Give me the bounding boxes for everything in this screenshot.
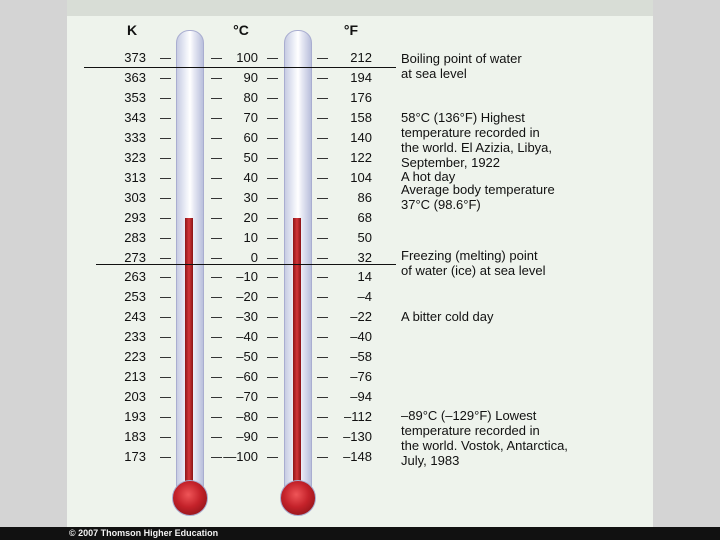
note-line: at sea level <box>401 66 467 81</box>
scale-tick <box>317 198 328 199</box>
fahrenheit-value: –4 <box>357 289 372 305</box>
fahrenheit-thermometer-fluid <box>293 218 301 490</box>
fahrenheit-value: 50 <box>357 229 372 245</box>
kelvin-value: 343 <box>124 109 146 125</box>
scale-tick <box>160 238 171 239</box>
scale-tick <box>317 457 328 458</box>
scale-tick <box>160 317 171 318</box>
kelvin-value: 373 <box>124 50 146 65</box>
scale-tick <box>267 138 278 139</box>
kelvin-value: 173 <box>124 449 146 464</box>
celsius-value: –70 <box>236 389 258 405</box>
note-bitter-cold-day <box>401 309 494 324</box>
note-line: –89°C (–129°F) Lowest <box>401 408 537 423</box>
fahrenheit-value: 194 <box>350 69 372 85</box>
scale-tick <box>267 437 278 438</box>
celsius-value: –40 <box>236 329 258 345</box>
kelvin-value: 323 <box>124 149 146 165</box>
fahrenheit-value: 86 <box>357 189 372 205</box>
fahrenheit-value: –94 <box>350 389 372 405</box>
scale-tick <box>317 238 328 239</box>
scale-tick <box>317 317 328 318</box>
scale-tick <box>160 437 171 438</box>
note-line: temperature recorded in <box>401 423 540 438</box>
kelvin-value: 223 <box>124 349 146 365</box>
scale-tick <box>267 357 278 358</box>
fahrenheit-value: 158 <box>350 109 372 125</box>
scale-tick <box>160 58 171 59</box>
scale-tick <box>317 277 328 278</box>
note-highest-temperature <box>401 110 552 170</box>
fahrenheit-thermometer-bulb <box>280 480 316 516</box>
scale-tick <box>267 118 278 119</box>
celsius-value: 90 <box>243 69 258 85</box>
kelvin-value: 273 <box>124 249 146 265</box>
fahrenheit-value: 140 <box>350 129 372 145</box>
fahrenheit-value: –148 <box>343 449 372 464</box>
boiling-point-line <box>84 67 396 68</box>
celsius-value: –30 <box>236 309 258 325</box>
scale-tick <box>160 118 171 119</box>
scale-tick <box>317 357 328 358</box>
panel-top-strip <box>67 0 653 16</box>
scale-tick <box>267 417 278 418</box>
celsius-value: 10 <box>243 229 258 245</box>
scale-tick <box>317 377 328 378</box>
fahrenheit-value: –112 <box>344 409 372 425</box>
left-frame <box>0 0 67 540</box>
celsius-value: –50 <box>236 349 258 365</box>
scale-tick <box>267 238 278 239</box>
celsius-value: 40 <box>243 169 258 185</box>
scale-tick <box>267 457 278 458</box>
scale-tick <box>317 118 328 119</box>
note-line: 58°C (136°F) Highest <box>401 110 525 125</box>
copyright-text: © 2007 Thomson Higher Education <box>69 528 219 538</box>
scale-tick <box>160 337 171 338</box>
scale-tick <box>160 297 171 298</box>
scale-tick <box>317 98 328 99</box>
scale-tick <box>160 78 171 79</box>
scale-tick <box>160 158 171 159</box>
kelvin-value: 233 <box>124 329 146 345</box>
scale-tick <box>267 218 278 219</box>
scale-tick <box>267 98 278 99</box>
kelvin-value: 253 <box>124 289 146 305</box>
kelvin-value: 263 <box>124 269 146 285</box>
celsius-value: 30 <box>243 189 258 205</box>
celsius-header: °C <box>233 22 249 38</box>
scale-tick <box>160 417 171 418</box>
fahrenheit-value: 104 <box>350 169 372 185</box>
freezing-point-line <box>96 264 396 265</box>
scale-tick <box>267 78 278 79</box>
note-line: of water (ice) at sea level <box>401 263 546 278</box>
note-freezing-point <box>401 248 546 278</box>
scale-tick <box>317 437 328 438</box>
scale-tick <box>317 337 328 338</box>
kelvin-value: 303 <box>124 189 146 205</box>
note-line: the world. Vostok, Antarctica, <box>401 438 568 453</box>
scale-tick <box>267 178 278 179</box>
scale-tick <box>267 317 278 318</box>
scale-tick <box>160 258 171 259</box>
fahrenheit-header: °F <box>343 22 359 38</box>
scale-tick <box>317 297 328 298</box>
scale-tick <box>267 297 278 298</box>
celsius-value: –90 <box>236 429 258 445</box>
celsius-value: –60 <box>236 369 258 385</box>
scale-tick <box>267 377 278 378</box>
note-line: July, 1983 <box>401 453 460 468</box>
scale-tick <box>317 397 328 398</box>
fahrenheit-value: 14 <box>357 269 372 285</box>
celsius-value: –80 <box>236 409 258 425</box>
celsius-value: 0 <box>250 249 258 265</box>
fahrenheit-value: 68 <box>357 209 372 225</box>
fahrenheit-value: 176 <box>350 89 372 105</box>
note-line: Boiling point of water <box>401 51 522 66</box>
celsius-value: –10 <box>236 269 258 285</box>
fahrenheit-value: 212 <box>350 50 372 65</box>
kelvin-value: 333 <box>124 129 146 145</box>
scale-tick <box>267 58 278 59</box>
note-line: A bitter cold day <box>401 309 494 324</box>
note-line: temperature recorded in <box>401 125 540 140</box>
scale-tick <box>160 218 171 219</box>
scale-tick <box>317 178 328 179</box>
scale-tick <box>317 58 328 59</box>
celsius-thermometer-bulb <box>172 480 208 516</box>
kelvin-value: 243 <box>124 309 146 325</box>
celsius-value: 80 <box>243 89 258 105</box>
note-lowest-temperature <box>401 408 568 468</box>
scale-tick <box>317 138 328 139</box>
right-frame <box>653 0 720 540</box>
note-line: 37°C (98.6°F) <box>401 197 481 212</box>
kelvin-value: 193 <box>124 409 146 425</box>
note-line: A hot day <box>401 169 456 184</box>
scale-tick <box>267 258 278 259</box>
scale-tick <box>317 258 328 259</box>
celsius-value: —100 <box>223 449 258 464</box>
note-boiling-point <box>401 51 522 81</box>
fahrenheit-value: –40 <box>350 329 372 345</box>
scale-tick <box>317 78 328 79</box>
scale-tick <box>160 457 171 458</box>
scale-tick <box>160 98 171 99</box>
scale-tick <box>267 158 278 159</box>
note-line: Average body temperature <box>401 182 555 197</box>
kelvin-value: 313 <box>124 169 146 185</box>
note-line: the world. El Azizia, Libya, <box>401 140 553 155</box>
fahrenheit-value: 122 <box>350 149 372 165</box>
celsius-value: 50 <box>243 149 258 165</box>
scale-tick <box>160 178 171 179</box>
scale-tick <box>267 198 278 199</box>
fahrenheit-value: –76 <box>350 369 372 385</box>
scale-tick <box>160 397 171 398</box>
scale-tick <box>267 337 278 338</box>
scale-tick <box>160 377 171 378</box>
scale-tick <box>160 357 171 358</box>
celsius-value: 100 <box>236 50 258 65</box>
scale-tick <box>317 218 328 219</box>
kelvin-header: K <box>126 22 138 38</box>
note-body-temperature <box>401 182 555 212</box>
kelvin-value: 293 <box>124 209 146 225</box>
kelvin-value: 283 <box>124 229 146 245</box>
celsius-thermometer-fluid <box>185 218 193 490</box>
kelvin-value: 353 <box>124 89 146 105</box>
fahrenheit-value: –22 <box>350 309 372 325</box>
scale-tick <box>317 158 328 159</box>
scale-tick <box>267 397 278 398</box>
celsius-value: –20 <box>236 289 258 305</box>
kelvin-value: 203 <box>124 389 146 405</box>
celsius-value: 70 <box>243 109 258 125</box>
note-line: September, 1922 <box>401 155 501 170</box>
scale-tick <box>317 417 328 418</box>
kelvin-value: 213 <box>124 369 146 385</box>
fahrenheit-value: –58 <box>350 349 372 365</box>
celsius-value: 60 <box>243 129 258 145</box>
kelvin-value: 363 <box>124 69 146 85</box>
scale-tick <box>267 277 278 278</box>
scale-tick <box>160 138 171 139</box>
scale-tick <box>160 198 171 199</box>
scale-tick <box>160 277 171 278</box>
note-line: Freezing (melting) point <box>401 248 538 263</box>
fahrenheit-value: 32 <box>357 249 372 265</box>
fahrenheit-value: –130 <box>343 429 372 445</box>
kelvin-value: 183 <box>124 429 146 445</box>
celsius-value: 20 <box>243 209 258 225</box>
